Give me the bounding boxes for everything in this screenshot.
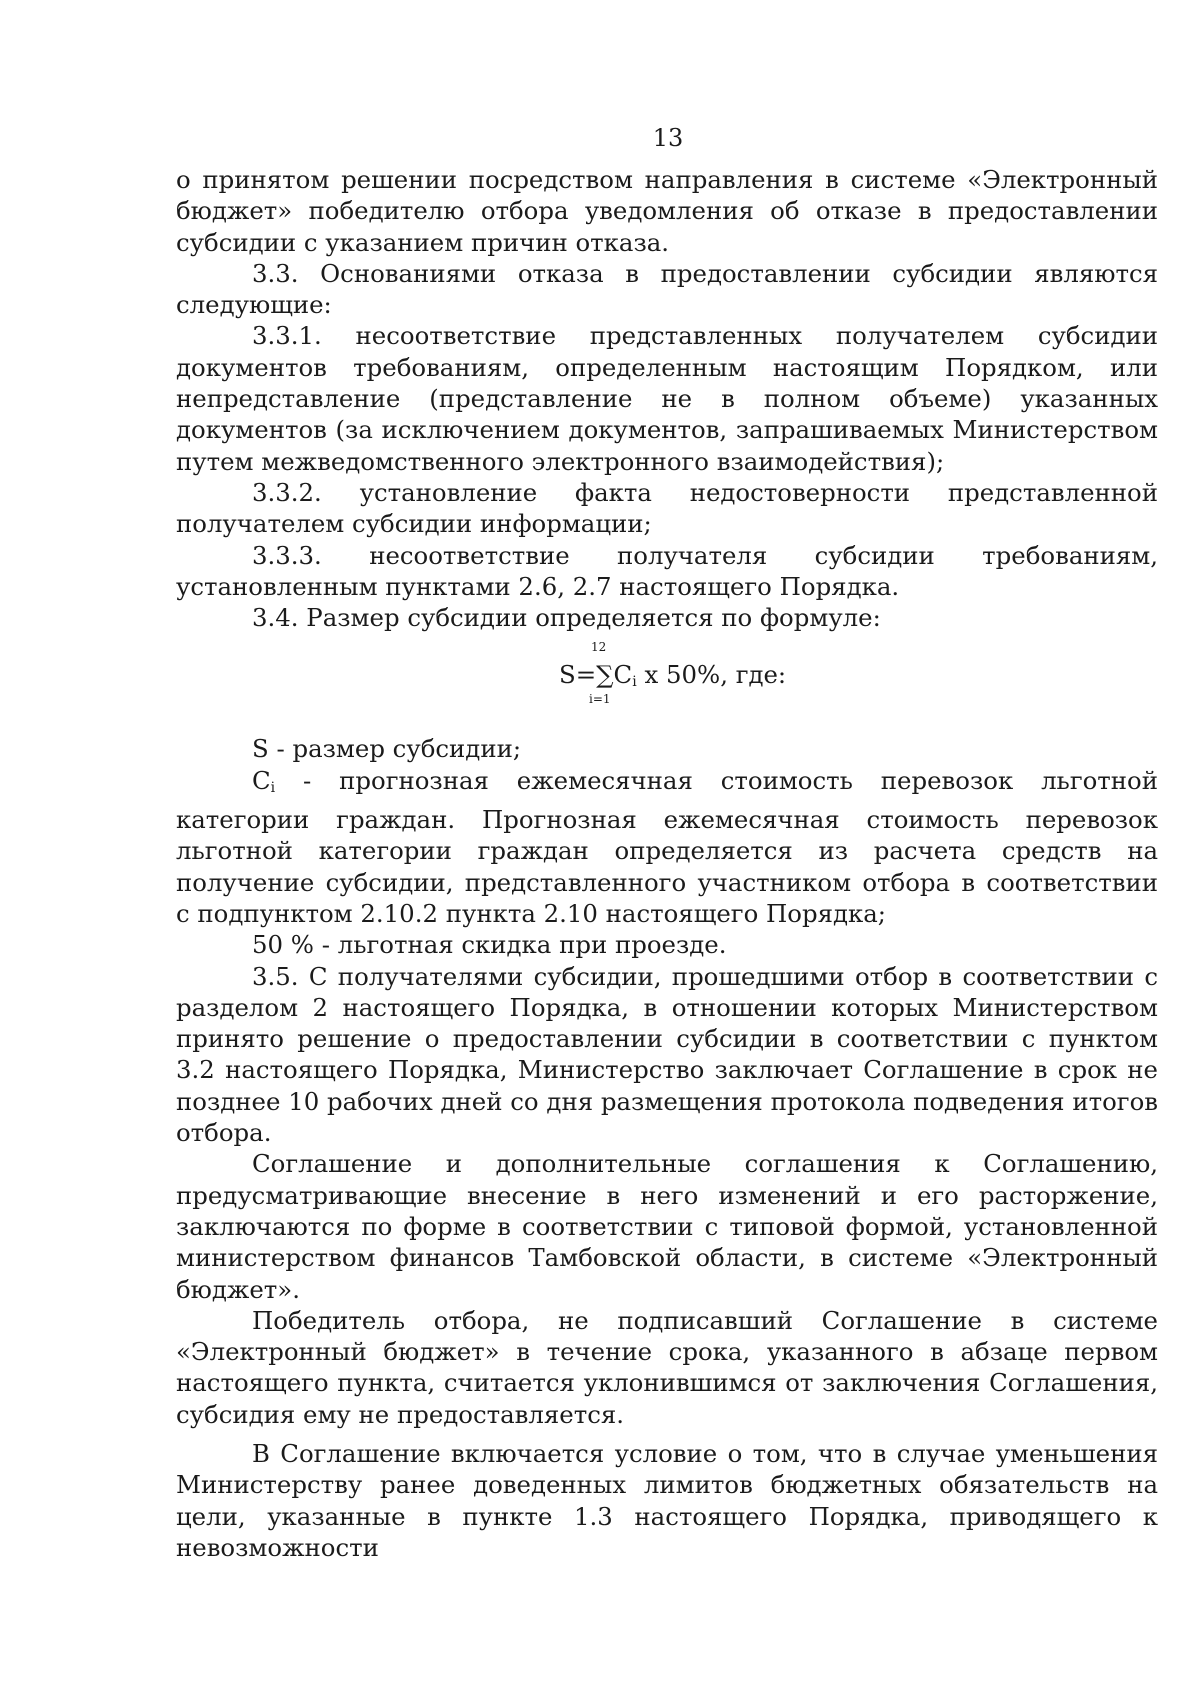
- formula-index: i: [632, 674, 637, 691]
- paragraph-3-5: 3.5. С получателями субсидии, прошедшими отбор в соответствии с разделом 2 настоящего Порядка, в отношении которых Министерством принято решение о предоставлении субсидии в соответствии с пунктом 3.2 настоящего Порядка, Министерство заключает Соглашение в срок не позднее 10 рабочих дней со дня размещения протокола подведения итогов отбора.: [176, 961, 1158, 1148]
- page-number: 13: [652, 124, 684, 152]
- subsidy-formula: [176, 633, 1158, 733]
- sum-lower-limit: i=1: [589, 692, 611, 707]
- definition-s: S - размер субсидии;: [252, 734, 522, 764]
- ci-symbol: C: [252, 765, 271, 795]
- paragraph-3-3-1: 3.3.1. несоответствие представленных получателем субсидии документов требованиям, определенным настоящим Порядком, или непредставление (представление не в полном объеме) указанных документов (за исключением документов, запрашиваемых Министерством путем межведомственного электронного взаимодействия);: [176, 321, 1158, 476]
- paragraph-limits-condition: В Соглашение включается условие о том, что в случае уменьшения Министерству ранее доведенных лимитов бюджетных обязательств на цели, указанные в пункте 1.3 настоящего Порядка, приводящего к невозможности: [176, 1438, 1158, 1562]
- paragraph-3-4: 3.4. Размер субсидии определяется по формуле:: [252, 603, 881, 633]
- sum-upper-limit: 12: [591, 640, 607, 655]
- paragraph-agreement-form: Соглашение и дополнительные соглашения к Соглашению, предусматривающие внесение в него изменений и его расторжение, заключаются по форме в соответствии с типовой формой, установленной министерством финансов Тамбовской области, в системе «Электронный бюджет».: [176, 1149, 1158, 1304]
- paragraph-3-3-2: 3.3.2. установление факта недостоверности представленной получателем субсидии информации;: [176, 477, 1158, 539]
- paragraph-gap: [176, 1430, 1158, 1438]
- definition-ci: [176, 765, 1158, 929]
- definition-discount: 50 % - льготная скидка при проезде.: [252, 930, 727, 960]
- paragraph-winner-evasion: Победитель отбора, не подписавший Соглашение в системе «Электронный бюджет» в течение срока, указанного в абзаце первом настоящего пункта, считается уклонившимся от заключения Соглашения, субсидия ему не предоставляется.: [176, 1305, 1158, 1429]
- paragraph-3-3: 3.3. Основаниями отказа в предоставлении субсидии являются следующие:: [176, 258, 1158, 320]
- formula-lhs: S=∑C: [559, 660, 633, 690]
- document-body: [176, 164, 1158, 1563]
- ci-index: i: [270, 779, 276, 796]
- formula-rhs: x 50%, где:: [636, 660, 787, 690]
- paragraph-continuation: о принятом решении посредством направления в системе «Электронный бюджет» победителю отбора уведомления об отказе в предоставлении субсидии с указанием причин отказа.: [176, 165, 1158, 257]
- paragraph-3-3-3: 3.3.3. несоответствие получателя субсидии требованиям, установленным пунктами 2.6, 2.7 настоящего Порядка.: [176, 540, 1158, 601]
- ci-text: - прогнозная ежемесячная стоимость перевозок льготной категории граждан. Прогнозная ежемесячная стоимость перевозок льготной категории граждан определяется из расчета средств на получение субсидии, представленного участником отбора в соответствии с подпунктом 2.10.2 пункта 2.10 настоящего Порядка;: [176, 765, 1158, 928]
